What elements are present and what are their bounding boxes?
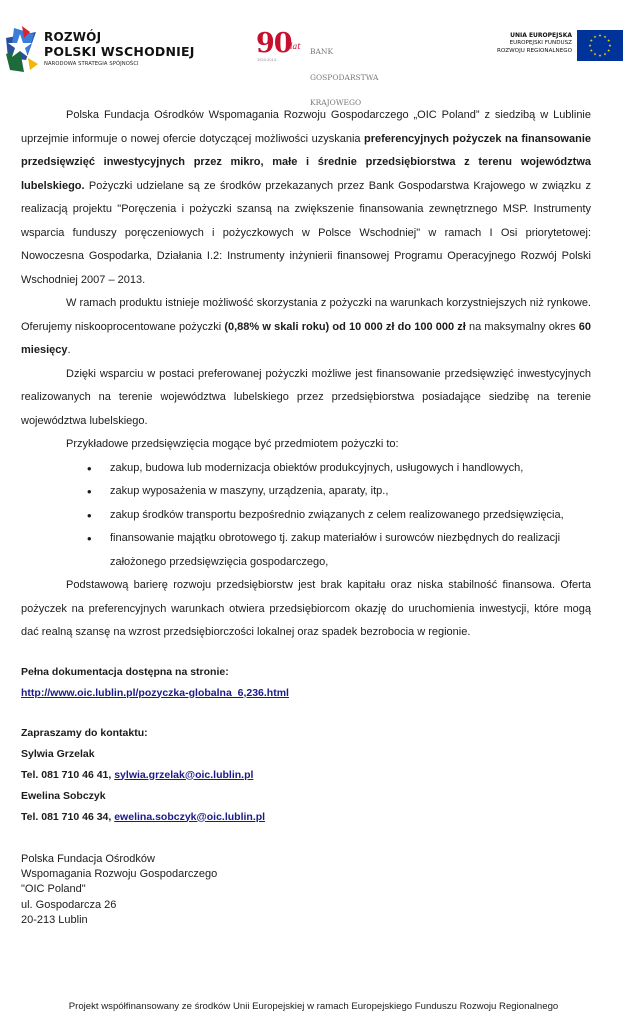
paragraph-intro [21, 104, 591, 292]
eu-flag-icon [577, 30, 623, 61]
list-item-text: finansowanie majątku obrotowego tj. zakup materiałów i surowców niezbędnych do realizacji założonego przedsięwzięcia gospodarczego, [110, 532, 561, 568]
eu-logo-line3: ROZWOJU REGIONALNEGO [497, 47, 572, 54]
offer-text-period: 60 miesięcy [21, 320, 592, 356]
logo-title-line1: ROZWÓJ [44, 30, 102, 44]
address-line-1: Polska Fundacja Ośrodków [21, 853, 155, 865]
offer-text-c: na maksymalny okres [465, 320, 579, 333]
postal-address [21, 852, 217, 928]
bank-logo-lat: lat [290, 42, 301, 51]
contact-person-1: Sylwia Grzelak [21, 747, 95, 760]
address-line-2: Wspomagania Rozwoju Gospodarczego [21, 868, 218, 881]
letter-body [21, 104, 591, 828]
offer-text-e: . [67, 344, 71, 356]
documentation-label: Pełna dokumentacja dostępna na stronie: [21, 665, 229, 678]
rozwoj-polski-wschodniej-logo [2, 24, 195, 74]
list-item-text: zakup środków transportu bezpośrednio związanych z celem realizowanego przedsięwzięcia, [110, 508, 564, 521]
bank-logo-years: 1924-2014 [257, 58, 277, 62]
list-item [21, 480, 591, 504]
bullet-icon: • [87, 531, 92, 546]
contact-label: Zapraszamy do kontaktu: [21, 726, 148, 739]
bank-logo-line3: KRAJOWEGO [310, 98, 362, 107]
logo-subtitle: NARODOWA STRATEGIA SPÓJNOŚCI [44, 61, 139, 67]
address-line-3: "OIC Poland" [21, 883, 86, 896]
paragraph-offer [21, 292, 591, 363]
offer-text-a: W ramach produktu istnieje możliwość skorzystania z pożyczki na warunkach korzystniejszych niż rynkowe. Oferujemy niskooprocentowane pożyczki [21, 297, 591, 333]
contact-phone-2: Tel. 081 710 46 34, [21, 810, 115, 823]
bullet-icon: • [87, 484, 92, 499]
list-item [21, 457, 591, 481]
bank-logo-line1: BANK [310, 47, 334, 56]
bullet-icon: • [87, 507, 92, 523]
eu-logo-line1: UNIA EUROPEJSKA [510, 32, 572, 39]
bank-logo-number: 90 [256, 28, 292, 59]
logo-title-line2: POLSKI WSCHODNIEJ [44, 44, 195, 59]
address-line-5: 20-213 Lublin [21, 913, 88, 926]
star-emblem-icon [4, 24, 38, 74]
offer-text-rate: (0,88% w skali roku) od 10 000 zł do 100 000 zł [224, 320, 466, 333]
intro-text-bold: preferencyjnych pożyczek na finansowanie przedsięwzięć inwestycyjnych przez mikro, małe i średnie przedsiębiorstwa z terenu województwa lubelskiego. [21, 132, 591, 192]
documentation-link[interactable]: http://www.oic.lublin.pl/pozyczka-globalna_6,236.html [21, 686, 289, 699]
intro-text-c: Pożyczki udzielane są ze środków przekazanych przez Bank Gospodarstwa Krajowego w związku z realizacją projektu "Poręczenia i pożyczki szansą na zwiększenie finansowania zewnętrznego MSP. Instrumenty wsparcia funduszy poręczeniowych i pożyczkowych w Polsce Wschodniej" w ramach I Osi priorytetowej: Nowoczesna Gospodarka, Działania I.2: Instrumenty inżynierii finansowej Programu Operacyjnego Rozwój Polski Wschodniej 2007 – 2013. [21, 179, 591, 286]
address-line-4: ul. Gospodarcza 26 [21, 898, 117, 911]
list-item [21, 504, 591, 528]
eu-logo-text [497, 32, 572, 55]
footer-note: Projekt współfinansowany ze środków Unii Europejskiej w ramach Europejskiego Funduszu Rozwoju Regionalnego [68, 1001, 559, 1012]
list-item [21, 527, 591, 574]
bullet-icon: • [87, 460, 92, 476]
list-item-text: zakup, budowa lub modernizacja obiektów produkcyjnych, usługowych i handlowych, [110, 461, 524, 474]
contact-person-2: Ewelina Sobczyk [21, 789, 106, 802]
contact-line-1 [21, 765, 591, 786]
list-item-text: zakup wyposażenia w maszyny, urządzenia, aparaty, itp., [110, 485, 389, 497]
paragraph-examples-intro: Przykładowe przedsięwzięcia mogące być przedmiotem pożyczki to: [66, 438, 399, 450]
contact-phone-1: Tel. 081 710 46 41, [21, 768, 115, 781]
intro-text-a: Polska Fundacja Ośrodków Wspomagania Rozwoju Gospodarczego „OIC Poland” z siedzibą w Lublinie uprzejmie informuje o nowej ofercie dotyczącej możliwości uzyskania [21, 109, 591, 145]
bgk-90-years-logo [256, 28, 386, 107]
paragraph-support: Dzięki wsparciu w postaci preferowanej pożyczki możliwe jest finansowanie przedsięwzięć inwestycyjnych realizowanych na terenie województwa lubelskiego przez przedsiębiorstwa posiadające siedzibę na terenie województwa lubelskiego. [21, 367, 591, 427]
eu-erdf-logo [480, 26, 625, 66]
bank-logo-line2: GOSPODARSTWA [310, 72, 379, 82]
paragraph-conclusion: Podstawową barierę rozwoju przedsiębiorstw jest brak kapitału oraz niska stabilność finansowa. Oferta pożyczek na preferencyjnych warunkach otwiera przedsiębiorcom okazję do uruchomienia inwestycji, które mogą dać realną szansę na wzrost przedsiębiorczości lokalnej oraz spadek bezrobocia w regionie. [21, 579, 591, 638]
examples-list [21, 457, 591, 575]
contact-email-2-link[interactable]: ewelina.sobczyk@oic.lublin.pl [114, 810, 266, 823]
eu-logo-line2: EUROPEJSKI FUNDUSZ [509, 40, 572, 46]
contact-email-1-link[interactable]: sylwia.grzelak@oic.lublin.pl [114, 768, 254, 781]
contact-line-2 [21, 807, 591, 828]
page-header [0, 0, 627, 107]
